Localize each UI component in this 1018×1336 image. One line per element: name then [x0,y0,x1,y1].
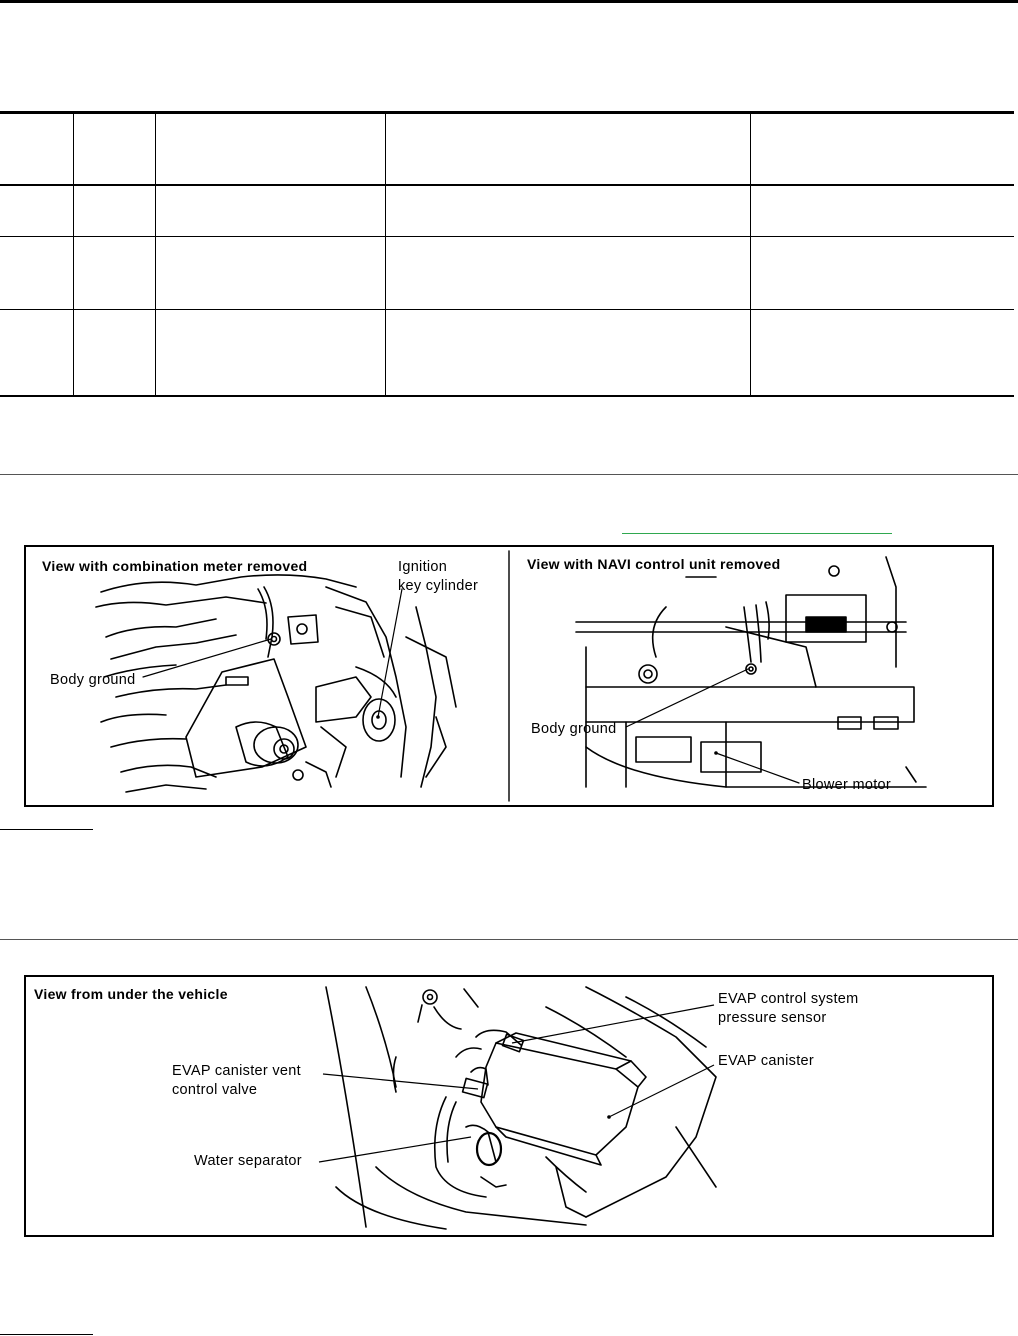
under-vehicle-view-title: View from under the vehicle [34,986,228,1002]
ignition-label-line1: Ignition [398,559,448,575]
ground-location-figure [24,545,994,807]
table-column-divider [385,111,386,397]
evap-canister-label: EVAP canister [718,1053,815,1069]
body-ground-label-left: Body ground [50,672,136,688]
table-header-divider [0,184,1014,186]
vent-valve-label-line2: control valve [172,1082,258,1098]
table-row-divider [0,236,1014,237]
right-view-title: View with NAVI control unit removed [527,556,781,572]
table-column-divider [155,111,156,397]
table-column-divider [750,111,751,397]
table-bottom-border [0,395,1014,397]
evap-location-figure [24,975,994,1237]
body-ground-label-right: Body ground [531,721,617,737]
pressure-sensor-label-line1: EVAP control system [718,991,859,1007]
table-column-divider [73,111,74,397]
ignition-label-line2: key cylinder [398,578,479,594]
top-rule [0,0,1018,3]
note-underline [0,829,93,830]
table-top-border [0,111,1014,114]
water-separator-label: Water separator [194,1153,302,1169]
reference-link[interactable] [622,533,892,534]
section-rule [0,939,1018,940]
section-rule [0,474,1018,475]
pressure-sensor-label-line2: pressure sensor [718,1010,827,1026]
blower-motor-label: Blower motor [802,777,892,793]
evap-location-drawing [26,977,992,1235]
vent-valve-label-line1: EVAP canister vent [172,1063,301,1079]
ground-location-drawing [26,547,992,805]
left-view-title: View with combination meter removed [42,558,308,574]
note-underline [0,1334,93,1335]
table-row-divider [0,309,1014,310]
